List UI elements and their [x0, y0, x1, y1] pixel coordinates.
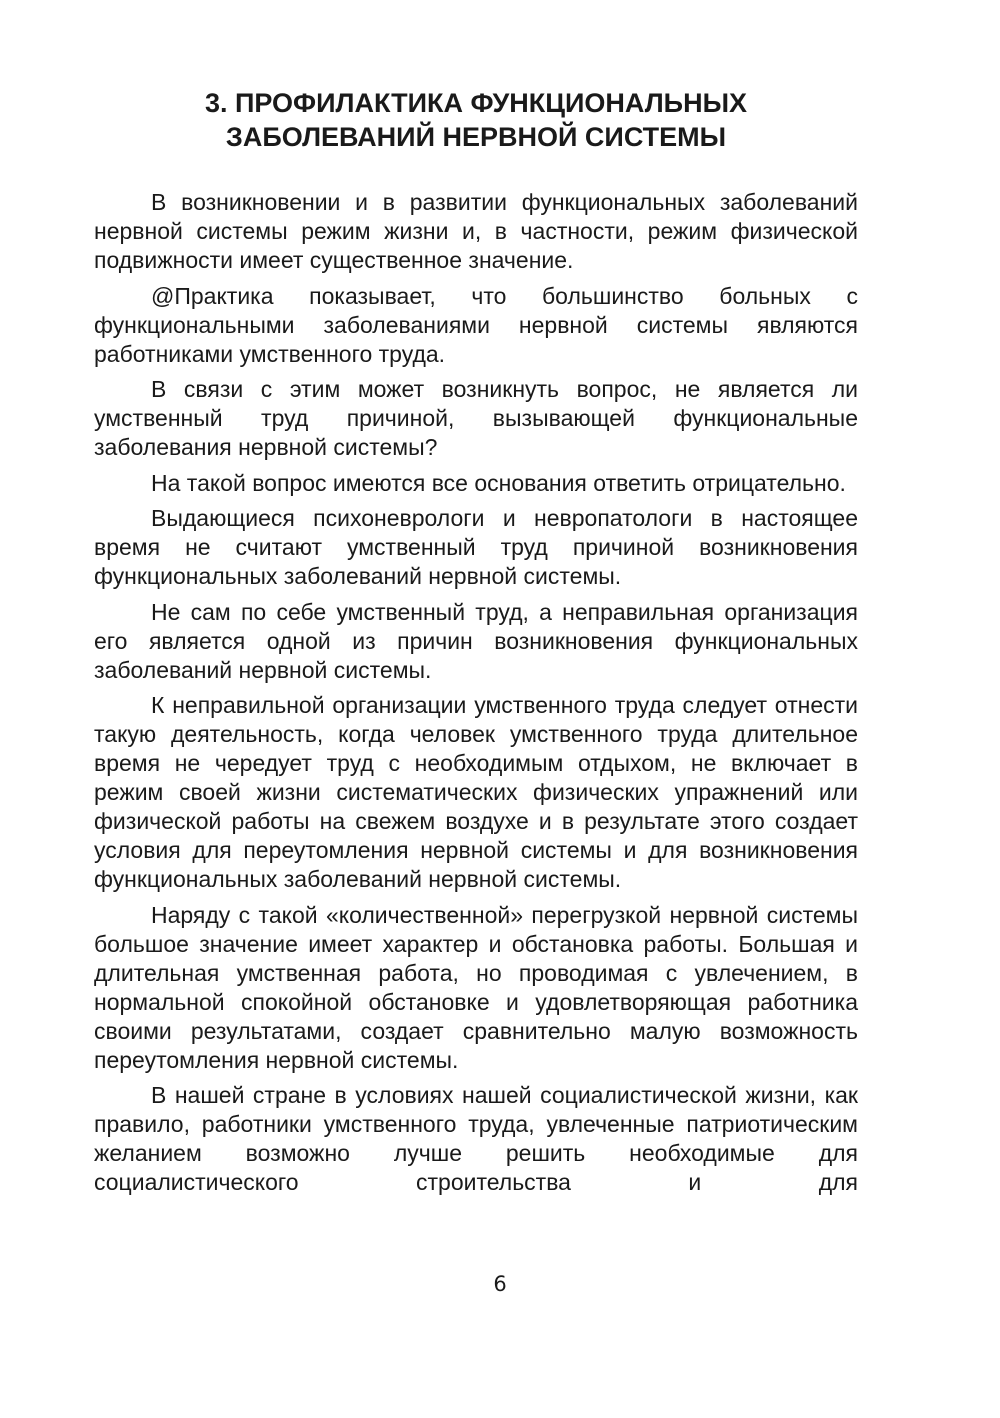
paragraph: @Практика показывает, что большинство больных с функциональными заболеваниями нервной системы являются работниками умственного труда. [94, 282, 858, 367]
paragraph: В возникновении и в развитии функциональных заболеваний нервной системы режим жизни и, в частности, режим физической подвижности имеет существенное значение. [94, 189, 858, 273]
page-title [94, 86, 858, 154]
paragraph: Не сам по себе умственный труд, а неправильная организация его является одной из причин возникновения функциональных заболеваний нервной системы. [94, 598, 858, 683]
paragraph: На такой вопрос имеются все основания ответить отрицательно. [151, 469, 846, 496]
page-title-line-2: ЗАБОЛЕВАНИЙ НЕРВНОЙ СИСТЕМЫ [225, 122, 727, 152]
paragraph: В связи с этим может возникнуть вопрос, не является ли умственный труд причиной, вызывающей функциональные заболевания нервной системы? [94, 376, 858, 460]
paragraph: Выдающиеся психоневрологи и невропатологи в настоящее время не считают умственный труд причиной возникновения функциональных заболеваний нервной системы. [94, 505, 858, 589]
page-number: 6 [493, 1272, 507, 1296]
paragraph: К неправильной организации умственного труда следует отнести такую деятельность, когда человек умственного труда длительное время не чередует труд с необходимым отдыхом, не включает в режим своей жизни систематических физических упражнений или физической работы на свежем воздухе и в результате этого создает условия для переутомления нервной системы и для возникновения функциональных заболеваний нервной системы. [94, 692, 858, 892]
paragraph: Наряду с такой «количественной» перегрузкой нервной системы большое значение имеет характер и обстановка работы. Большая и длительная умственная работа, но проводимая с увлечением, в нормальной спокойной обстановке и удовлетворяющая работника своими результатами, создает сравнительно малую возможность переутомления нервной системы. [94, 901, 858, 1073]
paragraph-last: В нашей стране в условиях нашей социалистической жизни, как правило, работники умственного труда, увлеченные патриотическим желанием возможно лучше решить необходимые для социалистического строительства и для [94, 1082, 858, 1195]
page-title-line-1: 3. ПРОФИЛАКТИКА ФУНКЦИОНАЛЬНЫХ [204, 88, 748, 118]
body-text [94, 188, 858, 1204]
